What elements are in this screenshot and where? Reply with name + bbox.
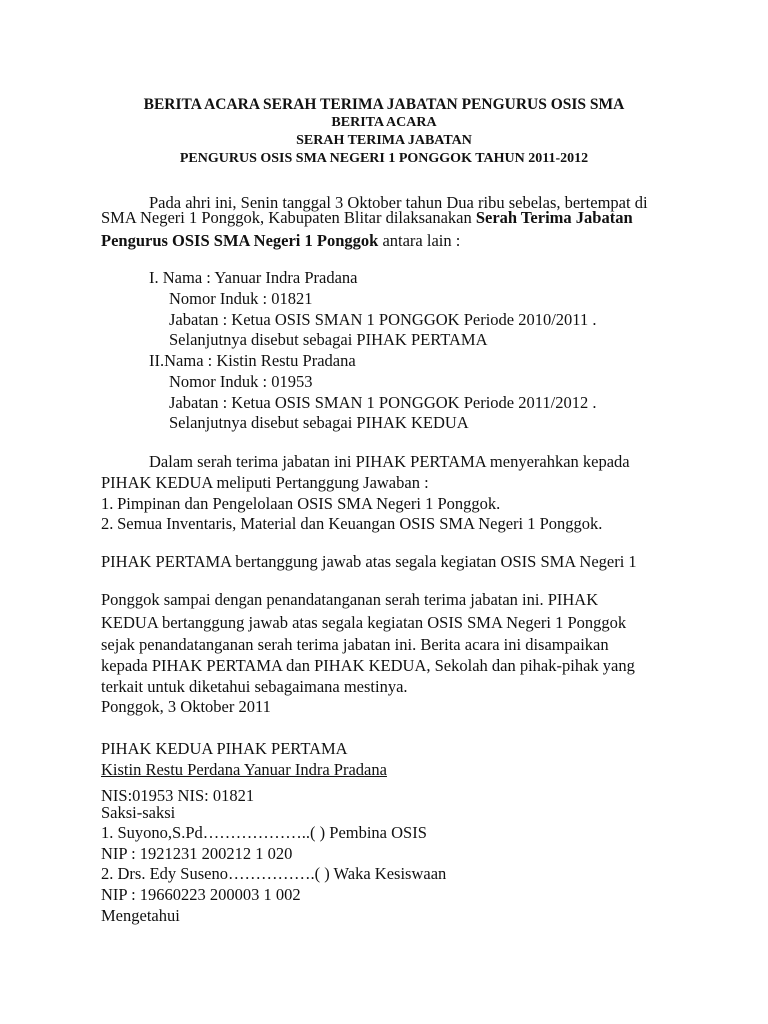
handover-item-number: 2.	[101, 514, 114, 533]
intro-line-2	[101, 208, 633, 228]
responsibility-line-6: terkait untuk diketahui sebagaimana mestinya.	[101, 677, 408, 696]
party2-nomor-induk: Nomor Induk : 01953	[169, 372, 313, 391]
handover-item-number: 1.	[101, 494, 114, 513]
closing-mengetahui: Mengetahui	[101, 906, 180, 925]
party1-name: I. Nama : Yanuar Indra Pradana	[149, 268, 358, 287]
intro-line-2-text: SMA Negeri 1 Ponggok, Kabupaten Blitar dilaksanakan	[101, 208, 472, 227]
place-date: Ponggok, 3 Oktober 2011	[101, 697, 271, 716]
responsibility-line-1: PIHAK PERTAMA bertanggung jawab atas segala kegiatan OSIS SMA Negeri 1	[101, 552, 637, 571]
handover-item	[101, 514, 602, 534]
intro-line-1: Pada ahri ini, Senin tanggal 3 Oktober tahun Dua ribu sebelas, bertempat di	[149, 193, 648, 212]
party1-jabatan: Jabatan : Ketua OSIS SMAN 1 PONGGOK Periode 2010/2011 .	[169, 310, 597, 329]
intro-line-3	[101, 231, 460, 251]
handover-item-text: Pimpinan dan Pengelolaan OSIS SMA Negeri 1 Ponggok.	[117, 494, 501, 513]
party2-jabatan: Jabatan : Ketua OSIS SMAN 1 PONGGOK Periode 2011/2012 .	[169, 393, 597, 412]
header-line-serah-terima: SERAH TERIMA JABATAN	[296, 133, 472, 148]
witness-1-nip: NIP : 1921231 200212 1 020	[101, 844, 293, 863]
handover-item	[101, 494, 500, 514]
party1-sebutan: Selanjutnya disebut sebagai PIHAK PERTAMA	[169, 330, 488, 349]
intro-line-3-bold: Pengurus OSIS SMA Negeri 1 Ponggok	[101, 231, 379, 250]
intro-line-3-text: antara lain :	[382, 231, 461, 250]
witness-2: 2. Drs. Edy Suseno…………….( ) Waka Kesiswaan	[101, 864, 447, 883]
handover-item-text: Semua Inventaris, Material dan Keuangan OSIS SMA Negeri 1 Ponggok.	[117, 514, 603, 533]
responsibility-line-4: sejak penandatanganan serah terima jabatan ini. Berita acara ini disampaikan	[101, 635, 609, 654]
party2-sebutan: Selanjutnya disebut sebagai PIHAK KEDUA	[169, 413, 469, 432]
header-line-pengurus: PENGURUS OSIS SMA NEGERI 1 PONGGOK TAHUN 2011-2012	[179, 151, 589, 166]
responsibility-line-3: KEDUA bertanggung jawab atas segala kegiatan OSIS SMA Negeri 1 Ponggok	[101, 613, 627, 632]
party2-name: II.Nama : Kistin Restu Pradana	[149, 351, 356, 370]
party1-nomor-induk: Nomor Induk : 01821	[169, 289, 313, 308]
witness-2-nip: NIP : 19660223 200003 1 002	[101, 885, 301, 904]
intro-line-2-bold: Serah Terima Jabatan	[475, 208, 633, 227]
header-line-berita-acara: BERITA ACARA	[331, 115, 437, 130]
signature-names: Kistin Restu Perdana Yanuar Indra Pradana	[101, 760, 387, 779]
responsibility-line-2: Ponggok sampai dengan penandatanganan serah terima jabatan ini. PIHAK	[101, 590, 599, 609]
signature-parties: PIHAK KEDUA PIHAK PERTAMA	[101, 739, 348, 758]
witness-1: 1. Suyono,S.Pd………………..( ) Pembina OSIS	[101, 823, 427, 842]
signature-nis: NIS:01953 NIS: 01821	[101, 786, 255, 805]
witnesses-label: Saksi-saksi	[101, 803, 176, 822]
handover-line-2: PIHAK KEDUA meliputi Pertanggung Jawaban :	[101, 473, 429, 492]
document-title: BERITA ACARA SERAH TERIMA JABATAN PENGURUS OSIS SMA	[143, 96, 625, 113]
responsibility-line-5: kepada PIHAK PERTAMA dan PIHAK KEDUA, Sekolah dan pihak-pihak yang	[101, 656, 635, 675]
handover-line-1: Dalam serah terima jabatan ini PIHAK PERTAMA menyerahkan kepada	[149, 452, 630, 471]
